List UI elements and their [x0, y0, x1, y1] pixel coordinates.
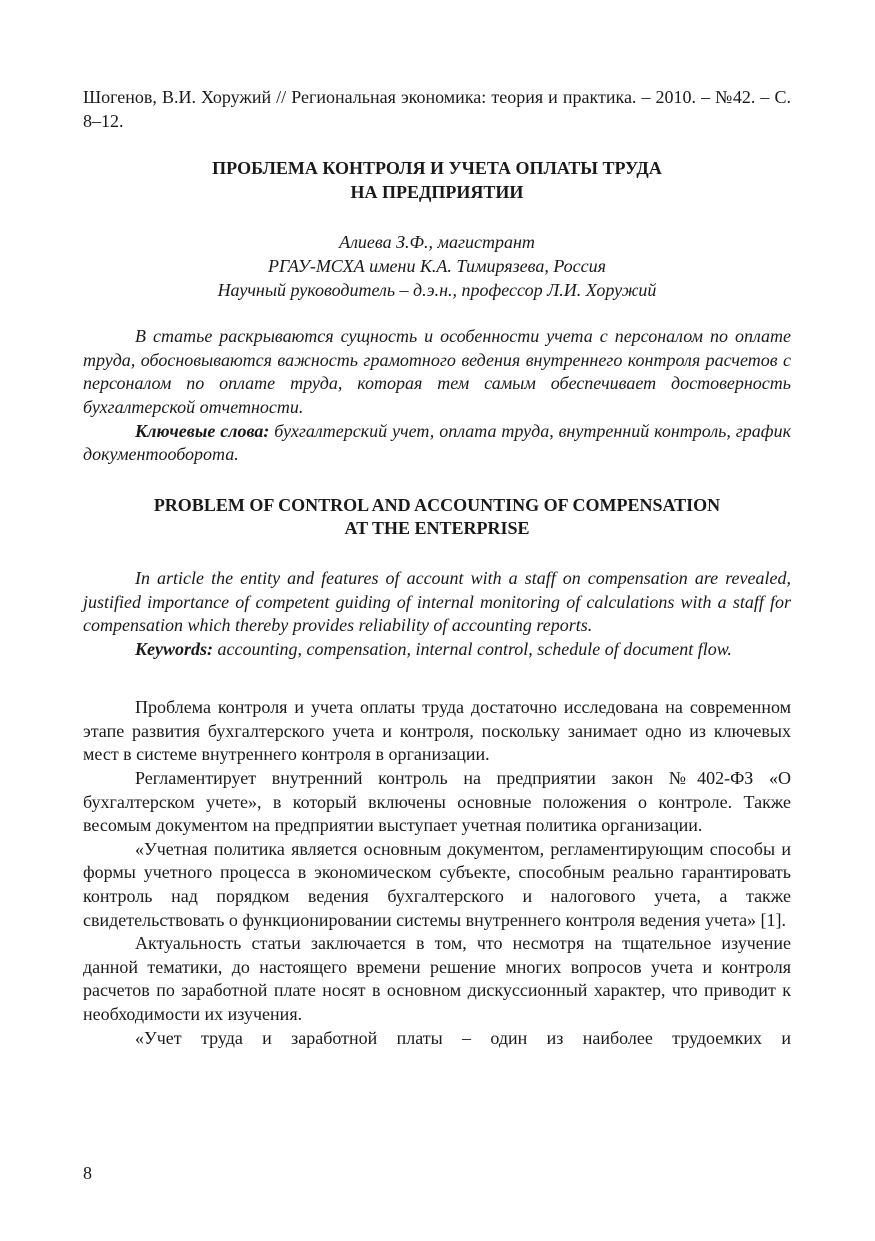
keywords-ru-list: бухгалтерский учет, оплата труда, внутренний контроль, график документооборота.	[83, 420, 792, 465]
title-en-line-2: AT THE ENTERPRISE	[344, 518, 530, 539]
scientific-supervisor: Научный руководитель – д.э.н., профессор Л.И. Хоружий	[217, 279, 657, 300]
author-affiliation: РГАУ-МСХА имени К.А. Тимирязева, Россия	[267, 255, 607, 276]
body-paragraph-1: Проблема контроля и учета оплаты труда достаточно исследована на современном этапе развития бухгалтерского учета и контроля, поскольку занимает одно из ключевых мест в системе внутреннего контроля в организации.	[83, 697, 791, 765]
article-title-ru	[83, 157, 791, 204]
keywords-en-list: accounting, compensation, internal control, schedule of document flow.	[217, 638, 732, 659]
abstract-en	[83, 567, 791, 661]
abstract-en-text: In article the entity and features of account with a staff on compensation are revealed, justified importance of competent guiding of internal monitoring of calculations with a staff for compensation which thereby provides reliability of accounting reports.	[83, 567, 791, 636]
keywords-en	[83, 638, 791, 662]
abstract-ru-text: В статье раскрываются сущность и особенности учета с персоналом по оплате труда, обосновываются важность грамотного ведения внутреннего контроля расчетов с персоналом по оплате труда, которая тем самым обеспечивает достоверность бухгалтерской отчетности.	[83, 326, 791, 417]
keywords-ru	[83, 420, 791, 467]
author-name: Алиева З.Ф., магистрант	[339, 232, 535, 253]
title-ru-line-2: НА ПРЕДПРИЯТИИ	[350, 181, 524, 202]
body-paragraph-3: «Учетная политика является основным документом, регламентирующим способы и формы учетного процесса в экономическом субъекте, способным реально гарантировать контроль над порядком ведения бухгалтерского и налогового учета, а также свидетельствовать о функционировании системы внутреннего контроля ведения учета» [1].	[83, 838, 791, 930]
abstract-ru	[83, 325, 791, 467]
reference-tail: Шогенов, В.И. Хоружий // Региональная экономика: теория и практика. – 2010. – №42. – С. 8–12.	[83, 87, 791, 131]
title-en-line-1: PROBLEM OF CONTROL AND ACCOUNTING OF COMPENSATION	[153, 494, 721, 515]
keywords-en-label: Keywords:	[135, 638, 213, 659]
author-block	[83, 231, 791, 302]
keywords-ru-label: Ключевые слова:	[135, 420, 270, 441]
body-paragraph-2: Регламентирует внутренний контроль на предприятии закон №402-ФЗ «О бухгалтерском учете», в который включены основные положения о контроле. Также весомым документом на предприятии выступает учетная политика организации.	[83, 768, 791, 836]
article-title-en	[83, 494, 791, 541]
body-paragraph-5: «Учет труда и заработной платы – один из наиболее трудоемких и	[135, 1027, 791, 1048]
page-number: 8	[83, 1163, 92, 1183]
title-ru-line-1: ПРОБЛЕМА КОНТРОЛЯ И УЧЕТА ОПЛАТЫ ТРУДА	[212, 158, 662, 179]
article-body	[83, 696, 791, 1050]
page-content	[83, 86, 791, 1050]
body-paragraph-4: Актуальность статьи заключается в том, что несмотря на тщательное изучение данной тематики, до настоящего времени решение многих вопросов учета и контроля расчетов по заработной плате носят в основном дискуссионный характер, что приводит к необходимости их изучения.	[83, 933, 791, 1024]
